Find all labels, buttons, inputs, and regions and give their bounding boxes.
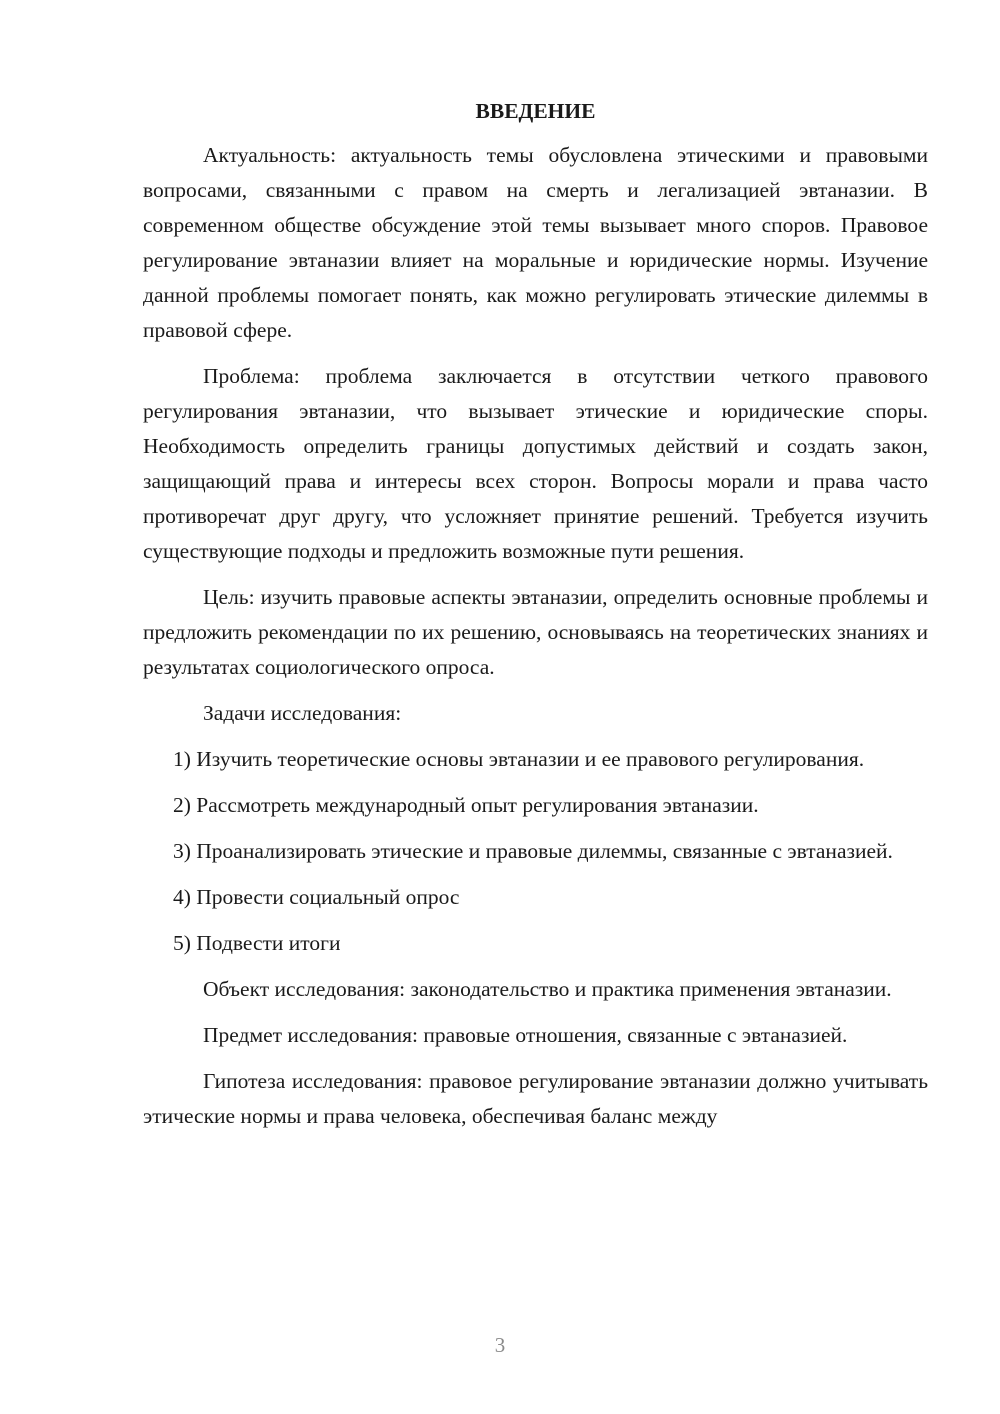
task-item-3: 3) Проанализировать этические и правовые дилеммы, связанные с эвтаназией. [173,839,893,863]
relevance-paragraph: Актуальность: актуальность темы обусловлена этическими и правовыми вопросами, связанными с правом на смерть и легализацией эвтаназии. В современном обществе обсуждение этой темы вызывает много споров. Правовое регулирование эвтаназии влияет на моральные и юридические нормы. Изучение данной проблемы помогает понять, как можно регулировать этические дилеммы в правовой сфере. [143,143,928,342]
task-item-5: 5) Подвести итоги [173,931,341,955]
problem-paragraph: Проблема: проблема заключается в отсутствии четкого правового регулирования эвтаназии, что вызывает этические и юридические споры. Необходимость определить границы допустимых действий и создать закон, защищающий права и интересы всех сторон. Вопросы морали и права часто противоречат друг другу, что усложняет принятие решений. Требуется изучить существующие подходы и предложить возможные пути решения. [143,364,928,563]
section-title: ВВЕДЕНИЕ [475,99,596,123]
object-paragraph: Объект исследования: законодательство и практика применения эвтаназии. [203,977,892,1001]
task-item-2: 2) Рассмотреть международный опыт регулирования эвтаназии. [173,793,759,817]
task-item-1: 1) Изучить теоретические основы эвтаназии и ее правового регулирования. [173,747,865,771]
tasks-heading: Задачи исследования: [203,701,402,725]
task-item-4: 4) Провести социальный опрос [173,885,460,909]
goal-paragraph: Цель: изучить правовые аспекты эвтаназии, определить основные проблемы и предложить рекомендации по их решению, основываясь на теоретических знаниях и результатах социологического опроса. [143,585,928,679]
page-number: 3 [494,1333,506,1357]
document-page [143,95,928,1145]
hypothesis-paragraph: Гипотеза исследования: правовое регулирование эвтаназии должно учитывать этические нормы и права человека, обеспечивая баланс между [143,1069,928,1128]
subject-paragraph: Предмет исследования: правовые отношения, связанные с эвтаназией. [203,1023,848,1047]
